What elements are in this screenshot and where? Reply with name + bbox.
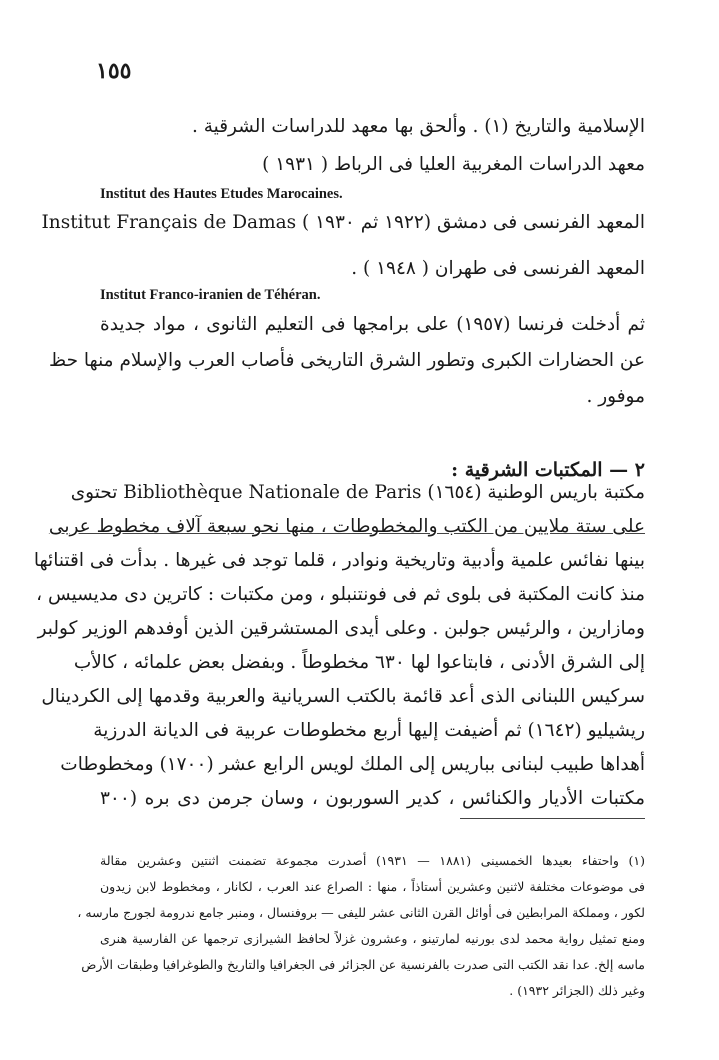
text-line: ومازارين ، والرئيس جولبن . وعلى أيدى المستشرقين الذين أوفدهم الوزير كولبر — [37, 618, 645, 639]
text-line: بينها نفائس علمية وأدبية وتاريخية ونوادر ، قلما توجد فى غيرها . بدأت فى اقتنائها — [33, 550, 645, 571]
footnote-line: لكور ، ومملكة المرابطين فى أوائل القرن الثانى عشر لليفى — بروفنسال ، ومنبر جامع ندرومة لجورج مارسه ، — [77, 905, 645, 920]
text-line: الإسلامية والتاريخ (١) . وألحق بها معهد للدراسات الشرقية . — [191, 116, 645, 137]
footnote-divider — [460, 818, 645, 819]
text-line: منذ كانت المكتبة فى بلوى ثم فى فونتنبلو ، ومن مكتبات : كاترين دى مديسيس ، — [36, 584, 645, 605]
text-line: مكتبات الأديار والكنائس ، كدير السوربون ، وسان جرمن دى بره (٣٠٠ — [100, 788, 645, 809]
footnote-line: وغير ذلك (الجزائر ١٩٣٢) . — [509, 983, 645, 998]
text-line-mixed: المعهد الفرنسى فى دمشق (١٩٢٢ ثم ١٩٣٠ ) Institut Français de Damas — [41, 212, 645, 233]
footnote-line: (١) واحتفاء بعيدها الخمسينى (١٨٨١ — ١٩٣١) أصدرت مجموعة تضمنت اثنتين وعشرين مقالة — [100, 853, 645, 868]
text-line: سركيس اللبنانى الذى أعد قائمة بالكتب السريانية والعربية وقدمها إلى الكردينال — [41, 686, 645, 707]
text-line: عن الحضارات الكبرى وتطور الشرق التاريخى فأصاب العرب والإسلام منها حظ — [49, 350, 645, 371]
footnote-line: ماسه إلخ. عدا نقد الكتب التى صدرت بالفرنسية عن الجزائر فى الجغرافيا والتاريخ والطوغرافيا وطبقات الأرض — [81, 957, 645, 972]
text-line: موفور . — [586, 386, 645, 407]
text-line: على ستة ملايين من الكتب والمخطوطات ، منها نحو سبعة آلاف مخطوط عربى — [48, 516, 645, 537]
text-line: إلى الشرق الأدنى ، فابتاعوا لها ٦٣٠ مخطوطاً . وبفضل بعض علمائه ، كالأب — [73, 652, 645, 673]
text-line: أهداها طبيب لبنانى بباريس إلى الملك لويس الرابع عشر (١٧٠٠) ومخطوطات — [60, 754, 645, 775]
section-heading: ٢ — المكتبات الشرقية : — [451, 459, 645, 481]
text-line: معهد الدراسات المغربية العليا فى الرباط ( ١٩٣١ ) — [262, 154, 645, 175]
page-number: ١٥٥ — [96, 58, 132, 84]
text-line-mixed: مكتبة باريس الوطنية (١٦٥٤) Bibliothèque Nationale de Paris تحتوى — [70, 482, 645, 503]
footnote-line: ومنع تمثيل رواية محمد لدى بورنيه لمارتينو ، وعشرون غزلاً لحافظ الشيرازى ترجمها عن الفارسية هنرى — [100, 931, 645, 946]
text-line: المعهد الفرنسى فى طهران ( ١٩٤٨ ) . — [351, 258, 645, 279]
french-title: Institut Franco-iranien de Téhéran. — [100, 287, 321, 303]
text-line: ريشيليو (١٦٤٢) ثم أضيفت إليها أربع مخطوطات عربية فى الديانة الدرزية — [93, 720, 645, 741]
text-line: ثم أدخلت فرنسا (١٩٥٧) على برامجها فى التعليم الثانوى ، مواد جديدة — [100, 314, 646, 335]
french-title: Institut des Hautes Etudes Marocaines. — [100, 186, 343, 202]
footnote-line: فى موضوعات مختلفة لاثنين وعشرين أستاذاً ، منها : الصراع عند العرب ، لكانار ، ومخطوط لابن زيدون — [100, 879, 645, 894]
